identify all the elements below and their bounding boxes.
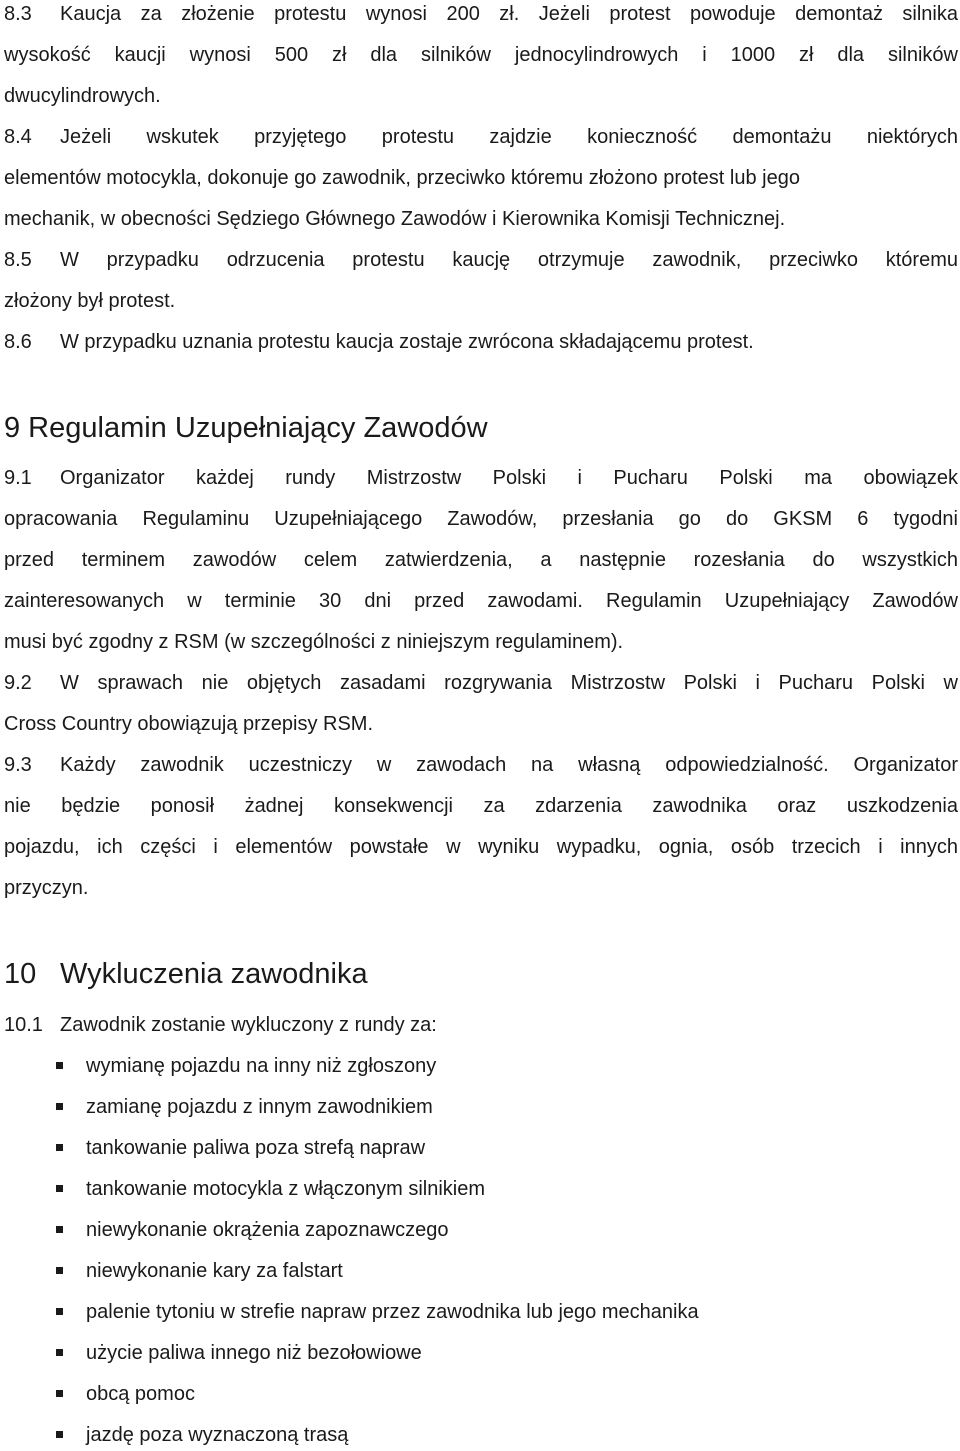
list-item-text: tankowanie motocykla z włączonym silnikiem [86,1178,486,1200]
paragraph-number: 9.1 [4,467,32,489]
list-item-text: użycie paliwa innego niż bezołowiowe [86,1342,422,1364]
paragraph-8-3-line-3: dwucylindrowych. [4,85,161,107]
section-heading-9: 9 Regulamin Uzupełniający Zawodów [4,412,488,444]
paragraph-text: Organizator każdej rundy Mistrzostw Polski i Pucharu Polski ma obowiązek [60,467,958,489]
paragraph-10-1-line-1 [4,1013,958,1037]
list-item-text: zamianę pojazdu z innym zawodnikiem [86,1096,433,1118]
paragraph-number: 10.1 [4,1014,43,1036]
paragraph-number: 9.3 [4,754,32,776]
list-item-text: wymianę pojazdu na inny niż zgłoszony [86,1055,437,1077]
paragraph-9-2-line-1 [4,671,958,695]
list-item-text: tankowanie paliwa poza strefą napraw [86,1137,426,1159]
paragraph-9-1-line-3: przed terminem zawodów celem zatwierdzenia, a następnie rozesłania do wszystkich [4,549,958,571]
square-bullet-icon [56,1185,63,1192]
paragraph-9-3-line-4: przyczyn. [4,877,89,899]
section-heading-10 [4,957,368,991]
square-bullet-icon [56,1349,63,1356]
paragraph-number: 8.6 [4,331,32,353]
paragraph-8-4-line-1 [4,125,958,149]
section-number: 10 [4,958,37,990]
paragraph-8-6-line-1 [4,330,958,354]
section-title: Wykluczenia zawodnika [60,958,368,990]
square-bullet-icon [56,1226,63,1233]
square-bullet-icon [56,1144,63,1151]
paragraph-8-5-line-1 [4,248,958,272]
paragraph-9-3-line-3: pojazdu, ich części i elementów powstałe w wyniku wypadku, ognia, osób trzecich i innych [4,836,958,858]
paragraph-number: 8.4 [4,126,32,148]
paragraph-8-4-line-3: mechanik, w obecności Sędziego Głównego Zawodów i Kierownika Komisji Technicznej. [4,208,786,230]
paragraph-8-3-line-1 [4,2,958,26]
list-item-text: obcą pomoc [86,1383,195,1405]
square-bullet-icon [56,1267,63,1274]
paragraph-9-1-line-5: musi być zgodny z RSM (w szczególności z niniejszym regulaminem). [4,631,624,653]
paragraph-9-3-line-2: nie będzie ponosił żadnej konsekwencji za zdarzenia zawodnika oraz uszkodzenia [4,795,958,817]
paragraph-9-2-line-2: Cross Country obowiązują przepisy RSM. [4,713,374,735]
paragraph-text: Jeżeli wskutek przyjętego protestu zajdzie konieczność demontażu niektórych [60,126,958,148]
paragraph-text: W przypadku uznania protestu kaucja zostaje zwrócona składającemu protest. [60,331,754,353]
square-bullet-icon [56,1103,63,1110]
square-bullet-icon [56,1062,63,1069]
paragraph-9-1-line-4: zainteresowanych w terminie 30 dni przed zawodami. Regulamin Uzupełniający Zawodów [4,590,958,612]
paragraph-9-3-line-1 [4,753,958,777]
paragraph-9-1-line-2: opracowania Regulaminu Uzupełniającego Zawodów, przesłania go do GKSM 6 tygodni [4,508,958,530]
paragraph-number: 8.3 [4,3,32,25]
paragraph-text: W sprawach nie objętych zasadami rozgrywania Mistrzostw Polski i Pucharu Polski w [60,672,958,694]
paragraph-8-5-line-2: złożony był protest. [4,290,176,312]
paragraph-8-3-line-2: wysokość kaucji wynosi 500 zł dla silników jednocylindrowych i 1000 zł dla silników [4,44,958,66]
paragraph-9-1-line-1 [4,466,958,490]
square-bullet-icon [56,1431,63,1438]
paragraph-number: 9.2 [4,672,32,694]
list-item-text: jazdę poza wyznaczoną trasą [86,1424,349,1446]
paragraph-number: 8.5 [4,249,32,271]
list-item-text: niewykonanie kary za falstart [86,1260,343,1282]
paragraph-text: Zawodnik zostanie wykluczony z rundy za: [60,1014,437,1036]
paragraph-text: Każdy zawodnik uczestniczy w zawodach na własną odpowiedzialność. Organizator [60,754,958,776]
square-bullet-icon [56,1308,63,1315]
square-bullet-icon [56,1390,63,1397]
paragraph-text: Kaucja za złożenie protestu wynosi 200 zł. Jeżeli protest powoduje demontaż silnika [60,3,958,25]
list-item-text: niewykonanie okrążenia zapoznawczego [86,1219,449,1241]
list-item-text: palenie tytoniu w strefie napraw przez zawodnika lub jego mechanika [86,1301,699,1323]
paragraph-8-4-line-2: elementów motocykla, dokonuje go zawodnik, przeciwko któremu złożono protest lub jego [4,167,800,189]
paragraph-text: W przypadku odrzucenia protestu kaucję otrzymuje zawodnik, przeciwko któremu [60,249,958,271]
